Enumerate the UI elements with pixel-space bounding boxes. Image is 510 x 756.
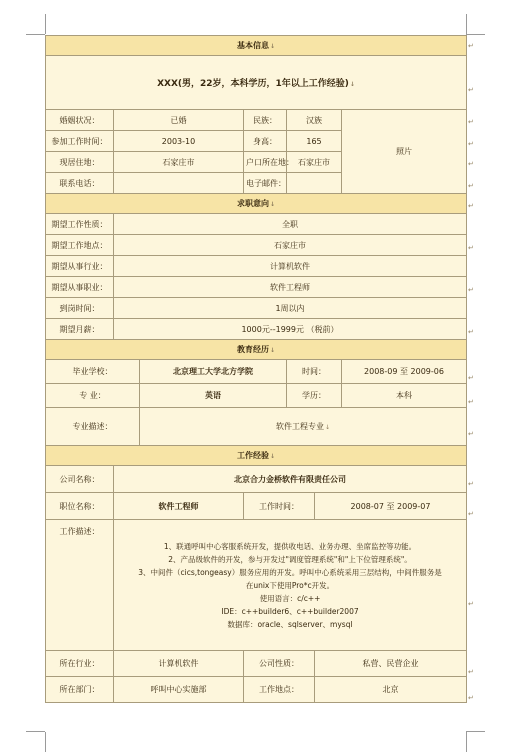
basic-summary: XXX(男，22岁，本科学历，1年以上工作经验)↓ [46,56,467,110]
work-desc-line: 在unix下使用Pro*c开发。 [245,580,335,590]
row-end-marker: ↵ [468,182,474,190]
hukou-label: 户口所在地： [244,152,287,173]
height-value: 165 [287,131,342,152]
education-header: 教育经历↓ [46,340,467,360]
marital-label: 婚姻状况： [46,110,114,131]
location-label: 工作地点： [244,677,315,703]
work-desc-line: 1、联通呼叫中心客服系统开发，提供收电话、业务办理、坐席监控等功能。 [163,541,417,551]
industry-label: 所在行业： [46,651,114,677]
row-end-marker: ↵ [468,398,474,406]
email-label: 电子邮件： [244,173,287,194]
work-desc-line: 数据库：oracle、sqlserver、mysql [227,619,353,629]
intent-row-value: 1周以内 [114,298,467,319]
work-time-label: 工作时间： [244,493,315,520]
major-label: 专 业： [46,384,140,408]
row-end-marker: ↵ [468,244,474,252]
company-value: 北京合力金桥软件有限责任公司 [114,466,467,493]
row-end-marker: ↵ [468,430,474,438]
crop-mark-br-v [466,732,467,752]
intent-row-label: 期望工作性质： [46,214,114,235]
intent-row-value: 全职 [114,214,467,235]
dept-label: 所在部门： [46,677,114,703]
row-end-marker: ↵ [468,42,474,50]
work-start-value: 2003-10 [114,131,244,152]
crop-mark-tl-h [26,34,45,35]
row-end-marker: ↵ [468,600,474,608]
row-end-marker: ↵ [468,140,474,148]
industry-value: 计算机软件 [114,651,244,677]
intent-header: 求职意向↓ [46,194,467,214]
row-end-marker: ↵ [468,694,474,702]
crop-mark-tl-v [45,14,46,34]
position-value: 软件工程师 [114,493,244,520]
crop-mark-br-h [466,731,485,732]
row-end-marker: ↵ [468,374,474,382]
work-desc-line: 3、中间件（cics,tongeasy）服务应用的开发。呼叫中心系统采用三层结构，中间件服务是 [138,567,442,577]
work-desc-line: 2、产品级软件的开发，参与开发过"调度管理系统"和"上下位管理系统"。 [168,554,412,564]
major-desc-label: 专业描述： [46,408,140,446]
crop-mark-tr-v [466,14,467,34]
ethnicity-value: 汉族 [287,110,342,131]
row-end-marker: ↵ [468,118,474,126]
work-desc-line: 使用语言：c/c++ [259,593,321,603]
intent-row-label: 期望工作地点： [46,235,114,256]
intent-row-label: 期望从事职业： [46,277,114,298]
position-label: 职位名称： [46,493,114,520]
phone-value [114,173,244,194]
intent-row-label: 期望从事行业： [46,256,114,277]
row-end-marker: ↵ [468,202,474,210]
degree-value: 本科 [342,384,467,408]
height-label: 身高： [244,131,287,152]
location-value: 北京 [315,677,467,703]
company-label: 公司名称： [46,466,114,493]
marital-value: 已婚 [114,110,244,131]
work-header: 工作经验↓ [46,446,467,466]
intent-row-value: 1000元--1999元 （税前） [114,319,467,340]
row-end-marker: ↵ [468,328,474,336]
dept-value: 呼叫中心实施部 [114,677,244,703]
degree-label: 学历： [287,384,342,408]
intent-row-label: 期望月薪： [46,319,114,340]
residence-label: 现居住地： [46,152,114,173]
nature-label: 公司性质： [244,651,315,677]
resume-table [45,35,467,703]
work-desc-line: IDE：c++builder6、c++builder2007 [221,606,359,616]
nature-value: 私营、民营企业 [315,651,467,677]
phone-label: 联系电话： [46,173,114,194]
crop-mark-tr-h [466,34,485,35]
intent-row-label: 到岗时间： [46,298,114,319]
ethnicity-label: 民族： [244,110,287,131]
major-desc-value: 软件工程专业↓ [140,408,467,446]
row-end-marker: ↵ [468,160,474,168]
row-end-marker: ↵ [468,480,474,488]
intent-row-value: 软件工程师 [114,277,467,298]
intent-row-value: 计算机软件 [114,256,467,277]
edu-time-value: 2008-09 至 2009-06 [342,360,467,384]
residence-value: 石家庄市 [114,152,244,173]
row-end-marker: ↵ [468,286,474,294]
basic-info-header: 基本信息↓ [46,36,467,56]
intent-row-value: 石家庄市 [114,235,467,256]
row-end-marker: ↵ [468,510,474,518]
edu-time-label: 时间： [287,360,342,384]
work-desc-label: 工作描述： [46,520,114,651]
work-desc-value [114,520,467,651]
photo-cell: 照片 [342,110,467,194]
row-end-marker: ↵ [468,86,474,94]
email-value [287,173,342,194]
school-value: 北京理工大学北方学院 [140,360,287,384]
crop-mark-bl-v [45,732,46,752]
school-label: 毕业学校： [46,360,140,384]
row-end-marker: ↵ [468,668,474,676]
hukou-value: 石家庄市 [287,152,342,173]
crop-mark-bl-h [26,731,45,732]
work-start-label: 参加工作时间： [46,131,114,152]
work-time-value: 2008-07 至 2009-07 [315,493,467,520]
major-value: 英语 [140,384,287,408]
